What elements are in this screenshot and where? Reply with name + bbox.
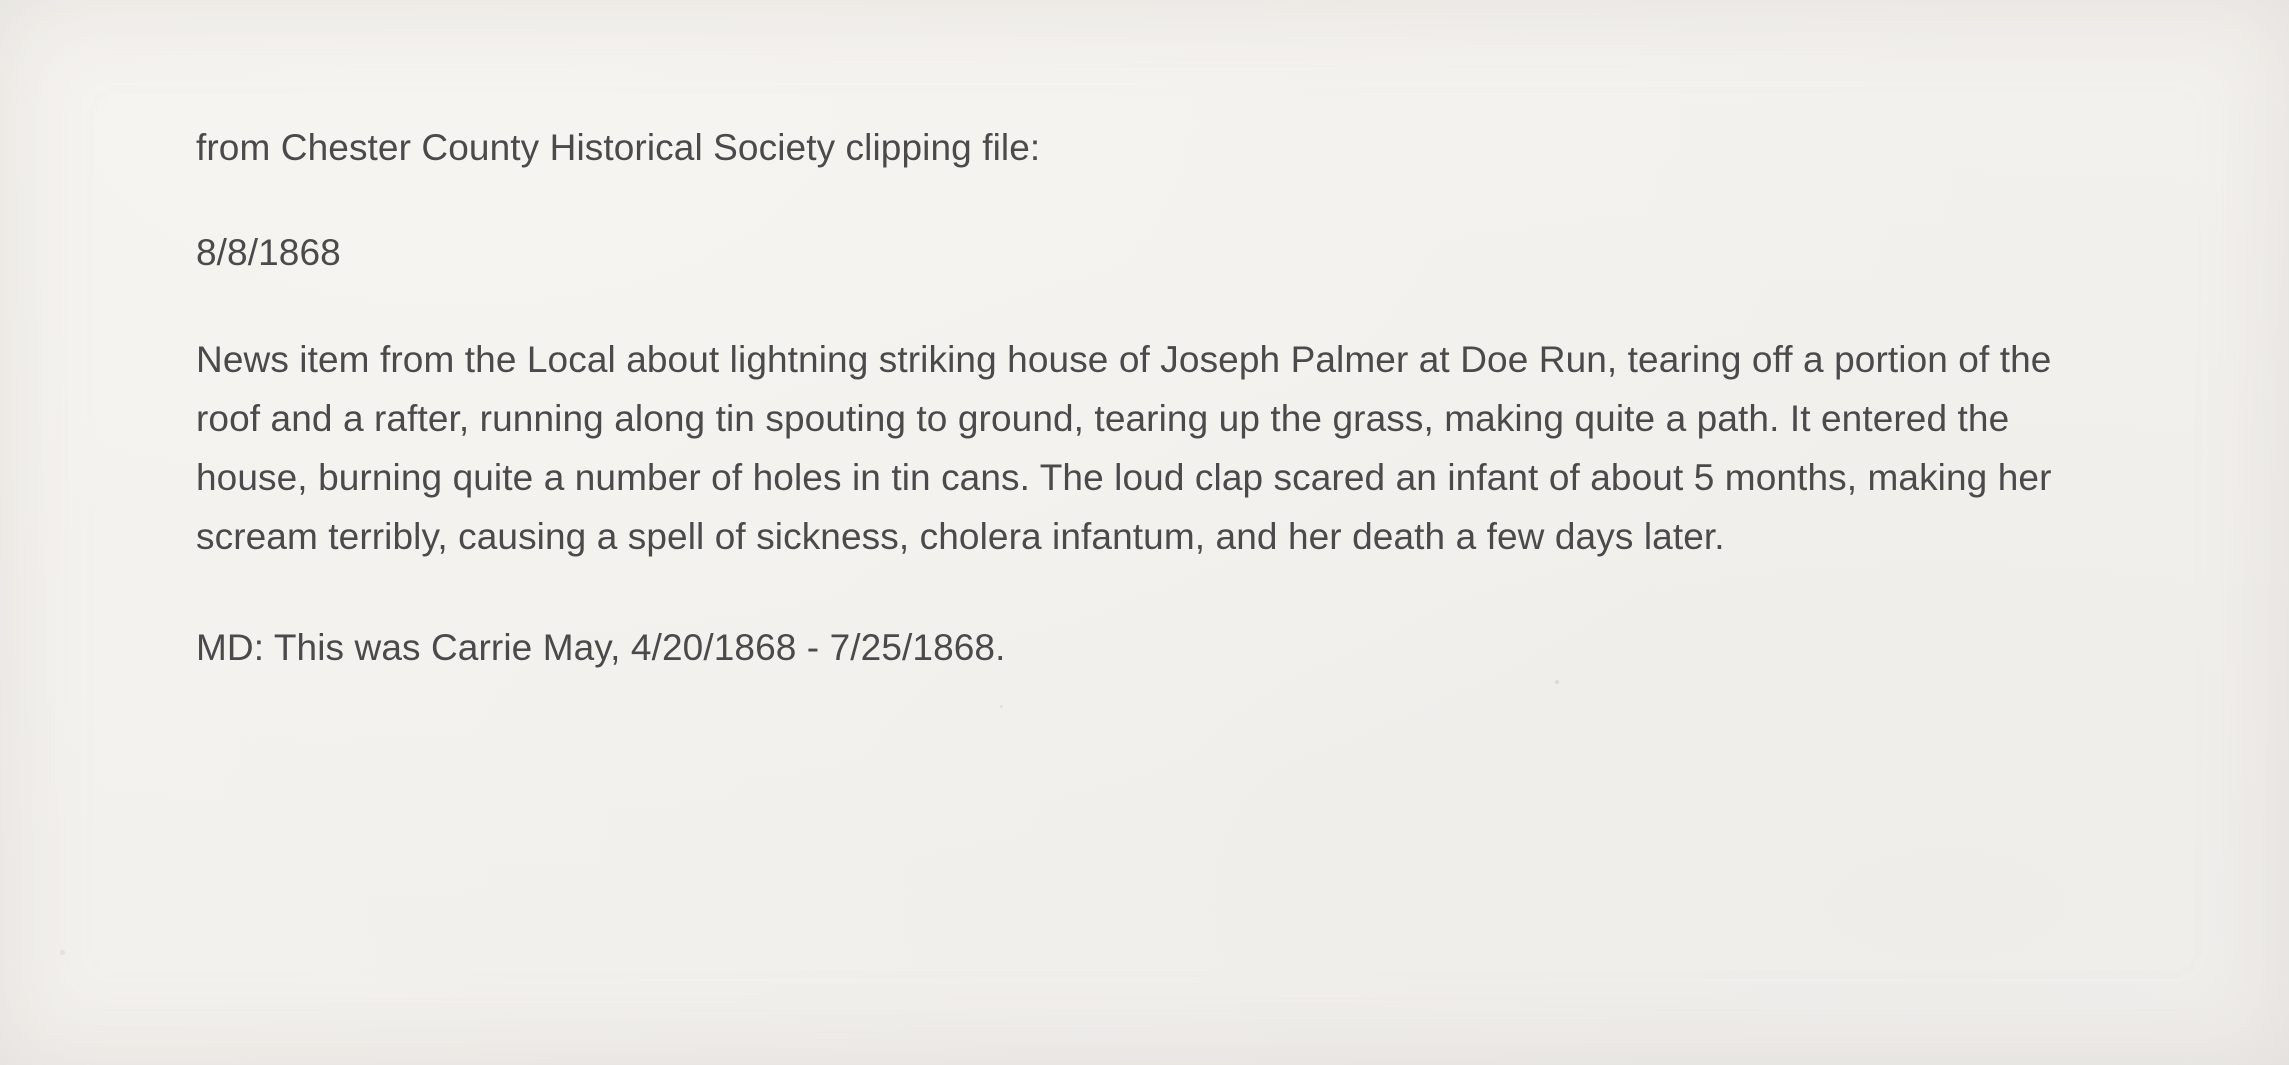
scan-speck xyxy=(60,950,65,955)
date-line: 8/8/1868 xyxy=(196,232,341,273)
source-line: from Chester County Historical Society clipping file: xyxy=(196,127,1041,168)
scan-speck xyxy=(1555,680,1559,684)
document-text-block xyxy=(196,118,2156,677)
article-text: News item from the Local about lightning striking house of Joseph Palmer at Doe Run, tearing off a portion of the roof and a rafter, running along tin spouting to ground, tearing up the grass, making quite a path. It entered the house, burning quite a number of holes in tin cans. The loud clap scared an infant of about 5 months, making her scream terribly, causing a spell of sickness, cholera infantum, and her death a few days later. xyxy=(196,339,2052,557)
annotation-note: MD: This was Carrie May, 4/20/1868 - 7/25/1868. xyxy=(196,627,1006,668)
scan-speck xyxy=(1000,705,1003,708)
